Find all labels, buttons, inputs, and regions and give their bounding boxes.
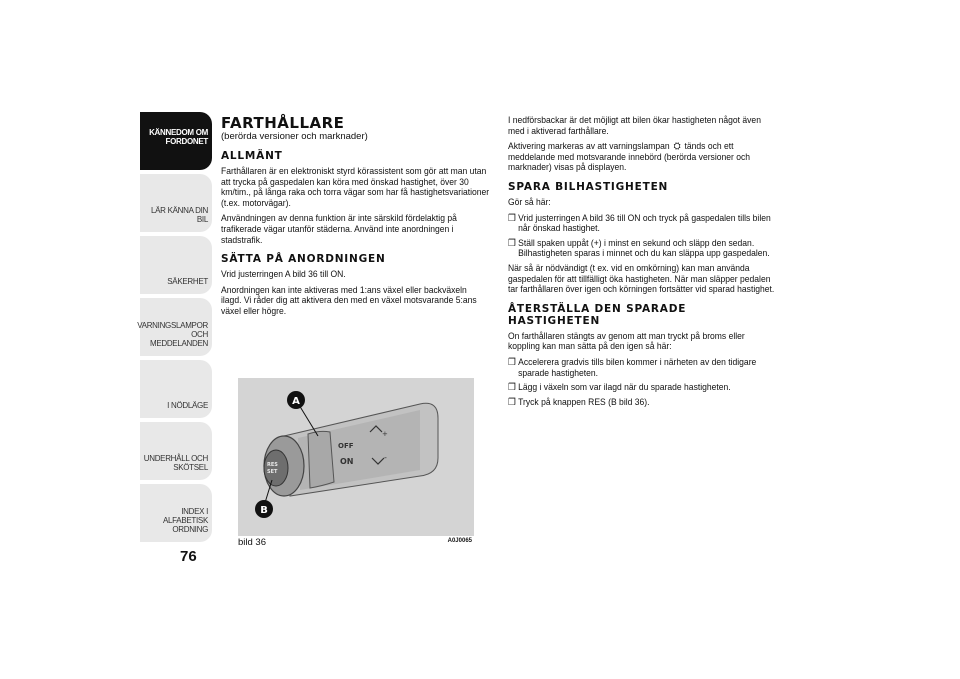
- list-item-text: Vrid justerringen A bild 36 till ON och tryck på gaspedalen tills bilen når önskad hastighet.: [518, 212, 771, 234]
- heading-save-speed: SPARA BILHASTIGHETEN: [508, 180, 669, 193]
- sidebar-tab-kannedom[interactable]: KÄNNEDOM OM FORDONET: [140, 112, 212, 170]
- checkbox-bullet-icon: ❒: [508, 237, 516, 248]
- paragraph-part: Aktivering markeras av att varningslampan: [508, 141, 670, 152]
- page-number: 76: [180, 548, 197, 565]
- callout-a-label: A: [292, 396, 300, 407]
- list-item-text: Tryck på knappen RES (B bild 36).: [518, 396, 650, 407]
- off-label: OFF: [338, 442, 354, 450]
- list-item: [508, 213, 778, 234]
- page-subtitle: (berörda versioner och marknader): [221, 131, 368, 142]
- plus-label: +: [382, 430, 388, 438]
- paragraph: Gör så här:: [508, 196, 551, 207]
- minus-label: -: [384, 453, 387, 462]
- sidebar-tab-lar-kanna[interactable]: LÄR KÄNNA DIN BIL: [140, 174, 212, 232]
- paragraph: Användningen av denna funktion är inte särskild fördelaktig på trafikerade vägar utanför städerna. Använd inte anordningen i stadstrafik.: [221, 213, 457, 245]
- list-item: [508, 357, 778, 378]
- figure-36: [238, 378, 474, 546]
- checkbox-bullet-icon: ❒: [508, 212, 516, 223]
- checkbox-bullet-icon: ❒: [508, 396, 516, 407]
- figure-code: A0J0065: [447, 538, 472, 544]
- sidebar-tab-nodlage[interactable]: I NÖDLÄGE: [140, 360, 212, 418]
- list-item-text: Ställ spaken uppåt (+) i minst en sekund och släpp den sedan. Bilhastigheten sparas i minnet och du kan släppa upp gaspedalen.: [518, 237, 770, 259]
- cruise-control-warning-icon: ⛭: [673, 141, 681, 152]
- heading-general: ALLMÄNT: [221, 150, 283, 162]
- paragraph-part: tänds och ett meddelande med motsvarande innebörd (berörda versioner och marknader) visas på displayen.: [508, 141, 751, 173]
- figure-caption: bild 36: [238, 537, 266, 548]
- paragraph: Farthållaren är en elektroniskt styrd körassistent som gör att man utan att trycka på gaspedalen kan köra med önskad hastighet, över 30 km/tim., på långa raka och torra vägar som har få hastighetsvariationer (t.ex. motorvägar).: [221, 166, 490, 208]
- paragraph: Anordningen kan inte aktiveras med 1:ans växel eller backväxeln ilagd. Vi råder dig att aktivera den med en växel motsvarande 5:ans växel eller högre.: [221, 284, 477, 316]
- list-item: [508, 382, 778, 393]
- paragraph: I nedförsbackar är det möjligt att bilen ökar hastigheten något även med i aktiverad farthållare.: [508, 115, 761, 136]
- res-label: RES: [267, 462, 278, 468]
- checkbox-bullet-icon: ❒: [508, 356, 516, 367]
- list-item-text: Accelerera gradvis tills bilen kommer i närheten av den tidigare sparade hastigheten.: [518, 356, 757, 378]
- list-item: [508, 238, 778, 259]
- sidebar-tab-sakerhet[interactable]: SÄKERHET: [140, 236, 212, 294]
- checkbox-bullet-icon: ❒: [508, 382, 516, 393]
- sidebar-tab-index[interactable]: INDEX I ALFABETISK ORDNING: [140, 484, 212, 542]
- paragraph: On farthållaren stängts av genom att man tryckt på broms eller koppling kan man sätta på den igen så här:: [508, 330, 745, 352]
- page-title: FARTHÅLLARE: [221, 114, 345, 132]
- paragraph: Vrid justerringen A bild 36 till ON.: [221, 269, 346, 280]
- left-column: [221, 115, 491, 322]
- paragraph-warning-lamp: [508, 141, 778, 173]
- right-column: [508, 115, 780, 411]
- list-item: [508, 397, 778, 408]
- cruise-control-lever-illustration: [238, 378, 474, 536]
- on-label: ON: [340, 457, 354, 466]
- heading-activate: SÄTTA PÅ ANORDNINGEN: [221, 253, 386, 266]
- list-item-text: Lägg i växeln som var ilagd när du sparade hastigheten.: [518, 382, 731, 393]
- sidebar-tab-underhall[interactable]: UNDERHÅLL OCH SKÖTSEL: [140, 422, 212, 480]
- heading-restore-speed: ÅTERSTÄLLA DEN SPARADE HASTIGHETEN: [508, 302, 687, 327]
- paragraph: När så är nödvändigt (t ex. vid en omkörning) kan man använda gaspedalen för att tillfälligt öka hastigheten. När man släpper pedalen tar farthållaren över igen och körningen fortsätter vid sparad hastighet.: [508, 262, 775, 295]
- set-label: SET: [267, 469, 278, 475]
- sidebar-tab-varningslampor[interactable]: VARNINGSLAMPOR OCH MEDDELANDEN: [140, 298, 212, 356]
- callout-b-label: B: [260, 505, 268, 516]
